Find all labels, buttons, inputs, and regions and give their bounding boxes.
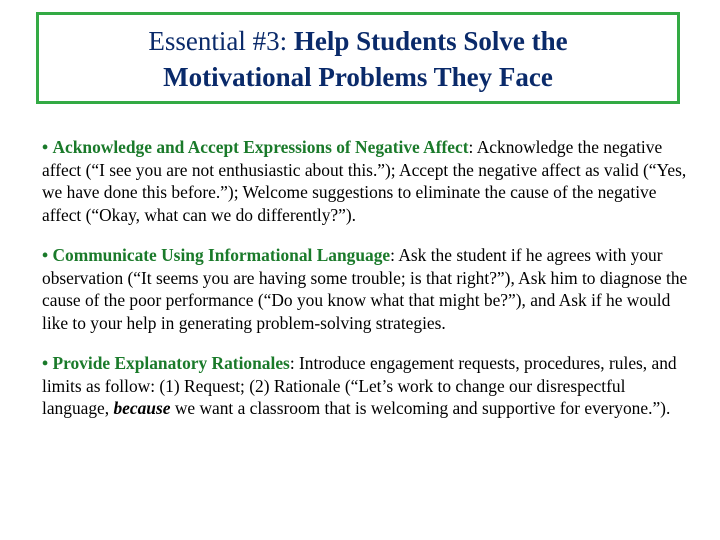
bullet-text: : Ask the student if he agrees with your observation (“It seems you are having some trouble; is that right?”), Ask him to diagnose the cause of the poor performance (“Do you know what that might be?”), and Ask if he would like to your help in generating problem-solving strategies. — [42, 245, 688, 333]
bullet-text: : Introduce engagement requests, procedures, rules, and limits as follow: (1) Request; (2) Rationale (“Let’s work to change our disrespectful language, — [42, 353, 677, 418]
bullet-marker: • — [42, 245, 49, 265]
bullet-marker: • — [42, 353, 49, 373]
bullet-text-end: we want a classroom that is welcoming and supportive for everyone.”). — [170, 398, 671, 418]
slide-title — [36, 12, 680, 104]
bullet-text: : Acknowledge the negative affect (“I see you are not enthusiastic about this.”); Accept the negative affect as valid (“Yes, we have done this before.”); Welcome suggestions to eliminate the cause of the negative affect (“Okay, what can we do differently?”). — [42, 137, 687, 225]
bullet-emphasis: because — [113, 398, 171, 418]
title-prefix: Essential #3: — [148, 26, 294, 56]
title-bold-line2: Motivational Problems They Face — [163, 62, 553, 92]
bullet-communicate — [42, 244, 692, 334]
bullet-acknowledge — [42, 136, 692, 226]
bullet-heading: Communicate Using Informational Language — [52, 245, 391, 265]
bullet-rationales — [42, 352, 692, 420]
bullet-marker: • — [42, 137, 49, 157]
bullet-list — [42, 136, 692, 438]
bullet-heading: Acknowledge and Accept Expressions of Negative Affect — [52, 137, 469, 157]
bullet-heading: Provide Explanatory Rationales — [52, 353, 290, 373]
title-bold-line1: Help Students Solve the — [293, 26, 568, 56]
